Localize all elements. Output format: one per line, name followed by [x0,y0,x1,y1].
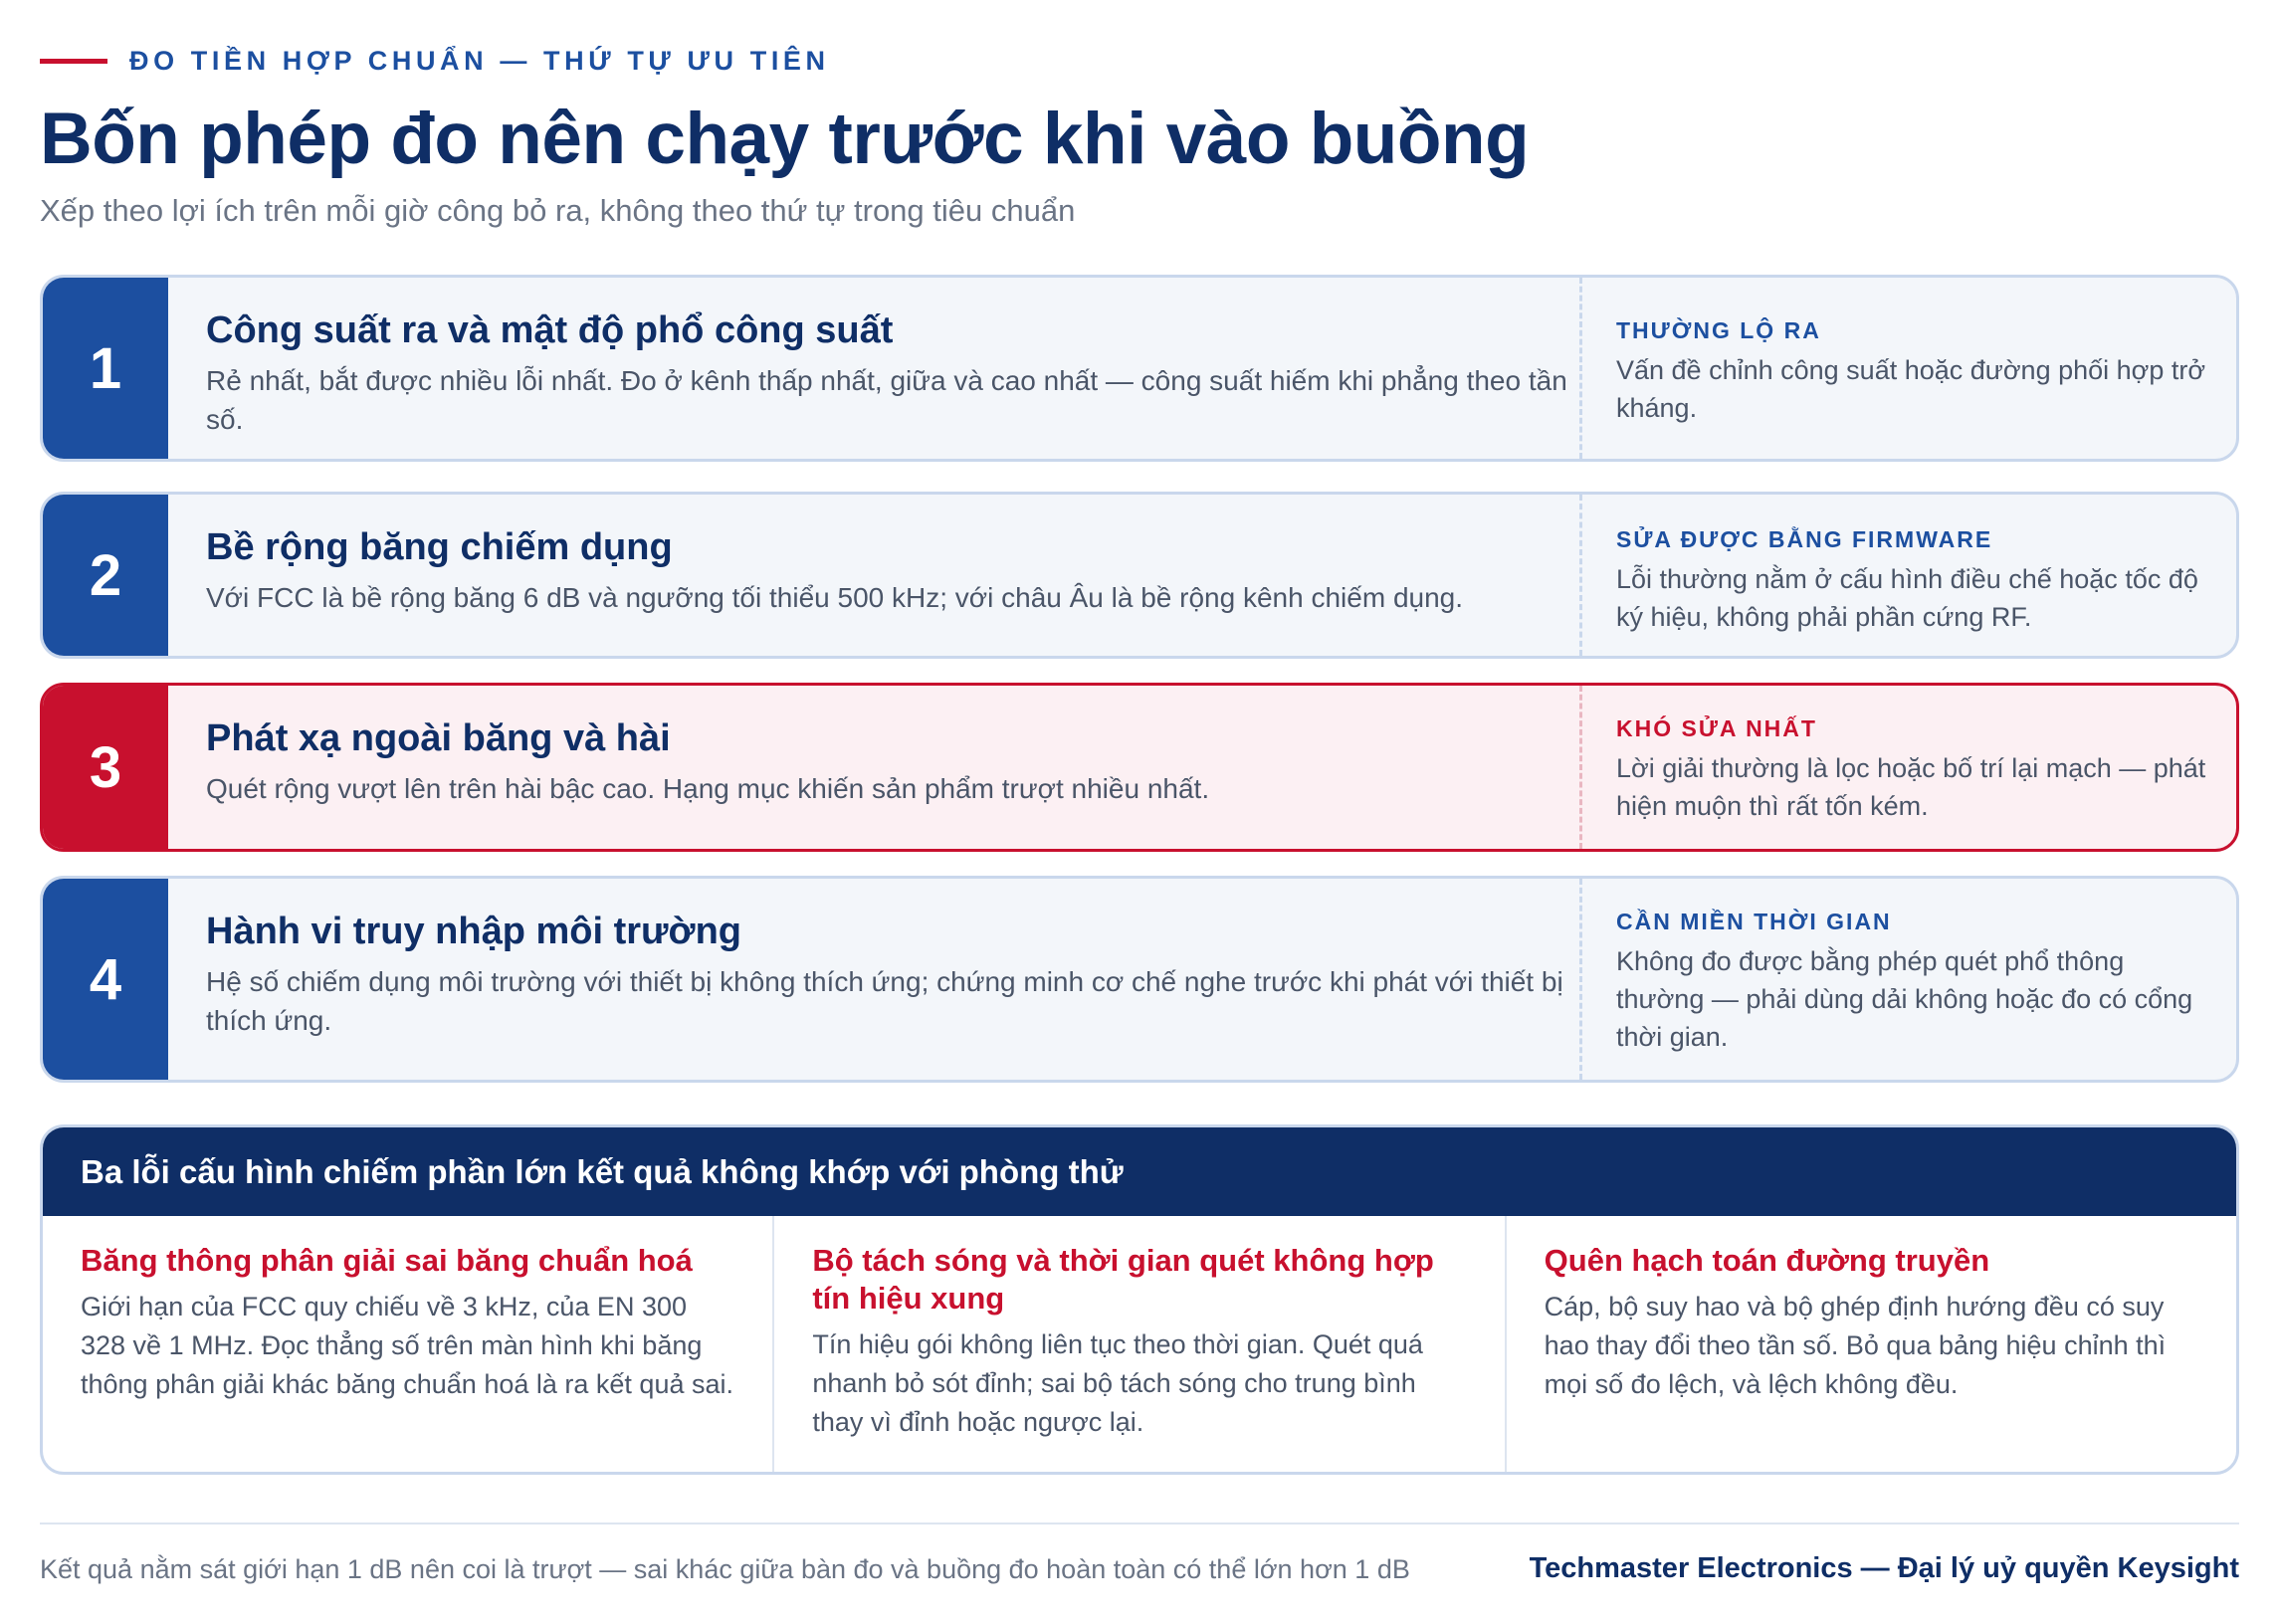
footer-note: Kết quả nằm sát giới hạn 1 dB nên coi là trượt — sai khác giữa bàn đo và buồng đo hoàn toàn có thể lớn hơn 1 dB [40,1554,1410,1584]
measurement-body [206,522,1579,617]
measurement-card-4 [40,876,2239,1083]
measurement-title: Hành vi truy nhập môi trường [206,911,741,952]
measurement-body [206,907,1579,1040]
measurement-number: 3 [43,686,168,849]
measurement-number: 4 [43,879,168,1080]
footer-brand: Techmaster Electronics — Đại lý uỷ quyền Keysight [1529,1552,2239,1584]
config-error-title: Băng thông phân giải sai băng chuẩn hoá [81,1243,693,1278]
measurement-number: 2 [43,495,168,656]
config-error-text: Tín hiệu gói không liên tục theo thời gian. Quét quá nhanh bỏ sót đỉnh; sai bộ tách sóng cho trung bình thay vì đỉnh hoặc ngược lại. [812,1329,1423,1437]
measurement-side-note [1579,686,2236,849]
config-error-text: Giới hạn của FCC quy chiếu về 3 kHz, của EN 300 328 về 1 MHz. Đọc thẳng số trên màn hình khi băng thông phân giải khác băng chuẩn hoá là ra kết quả sai. [81,1292,733,1399]
footer-divider [40,1522,2239,1524]
measurement-card-2 [40,492,2239,659]
measurement-tag: KHÓ SỬA NHẤT [1616,715,1817,741]
config-error-item-1 [43,1216,774,1475]
measurement-description: Hệ số chiếm dụng môi trường với thiết bị không thích ứng; chứng minh cơ chế nghe trước khi phát với thiết bị thích ứng. [206,966,1563,1036]
measurement-note: Lỗi thường nằm ở cấu hình điều chế hoặc tốc độ ký hiệu, không phải phần cứng RF. [1616,564,2198,632]
measurement-note: Lời giải thường là lọc hoặc bố trí lại mạch — phát hiện muộn thì rất tốn kém. [1616,753,2206,821]
config-errors-heading: Ba lỗi cấu hình chiếm phần lớn kết quả không khớp với phòng thử [43,1127,2236,1216]
measurement-title: Phát xạ ngoài băng và hài [206,717,671,759]
kicker: ĐO TIỀN HỢP CHUẨN — THỨ TỰ ƯU TIÊN [129,45,830,76]
measurement-number: 1 [43,278,168,459]
page-title: Bốn phép đo nên chạy trước khi vào buồng [40,99,1530,179]
measurement-title: Công suất ra và mật độ phổ công suất [206,309,894,351]
measurement-card-3 [40,683,2239,852]
kicker-row [40,44,830,78]
measurement-title: Bề rộng băng chiếm dụng [206,526,673,568]
measurement-note: Không đo được bằng phép quét phổ thông thường — phải dùng dải không hoặc đo có cổng thời gian. [1616,946,2193,1052]
measurement-body [206,305,1579,439]
measurement-description: Rẻ nhất, bắt được nhiều lỗi nhất. Đo ở kênh thấp nhất, giữa và cao nhất — công suất hiếm khi phẳng theo tần số. [206,365,1567,435]
measurement-description: Quét rộng vượt lên trên hài bậc cao. Hạng mục khiến sản phẩm trượt nhiều nhất. [206,773,1210,804]
measurement-side-note [1579,879,2236,1080]
page-subtitle: Xếp theo lợi ích trên mỗi giờ công bỏ ra, không theo thứ tự trong tiêu chuẩn [40,193,1076,228]
config-error-title: Quên hạch toán đường truyền [1544,1243,1990,1278]
measurement-side-note [1579,278,2236,459]
config-error-item-2 [774,1216,1506,1475]
measurement-tag: CẦN MIỀN THỜI GIAN [1616,909,1892,934]
measurement-card-1 [40,275,2239,462]
measurement-tag: THƯỜNG LỘ RA [1616,317,1821,343]
config-errors-columns [43,1216,2236,1475]
measurement-note: Vấn đề chỉnh công suất hoặc đường phối hợp trở kháng. [1616,355,2206,423]
config-error-title: Bộ tách sóng và thời gian quét không hợp tín hiệu xung [812,1243,1434,1316]
measurement-tag: SỬA ĐƯỢC BẰNG FIRMWARE [1616,526,1993,552]
measurement-body [206,713,1579,808]
measurement-side-note [1579,495,2236,656]
kicker-accent-bar [40,59,107,64]
config-error-item-3 [1507,1216,2236,1475]
config-error-text: Cáp, bộ suy hao và bộ ghép định hướng đều có suy hao thay đổi theo tần số. Bỏ qua bảng hiệu chỉnh thì mọi số đo lệch, và lệch không đều. [1544,1292,2167,1399]
measurement-description: Với FCC là bề rộng băng 6 dB và ngưỡng tối thiểu 500 kHz; với châu Âu là bề rộng kênh chiếm dụng. [206,582,1464,613]
config-errors-panel [40,1124,2239,1475]
